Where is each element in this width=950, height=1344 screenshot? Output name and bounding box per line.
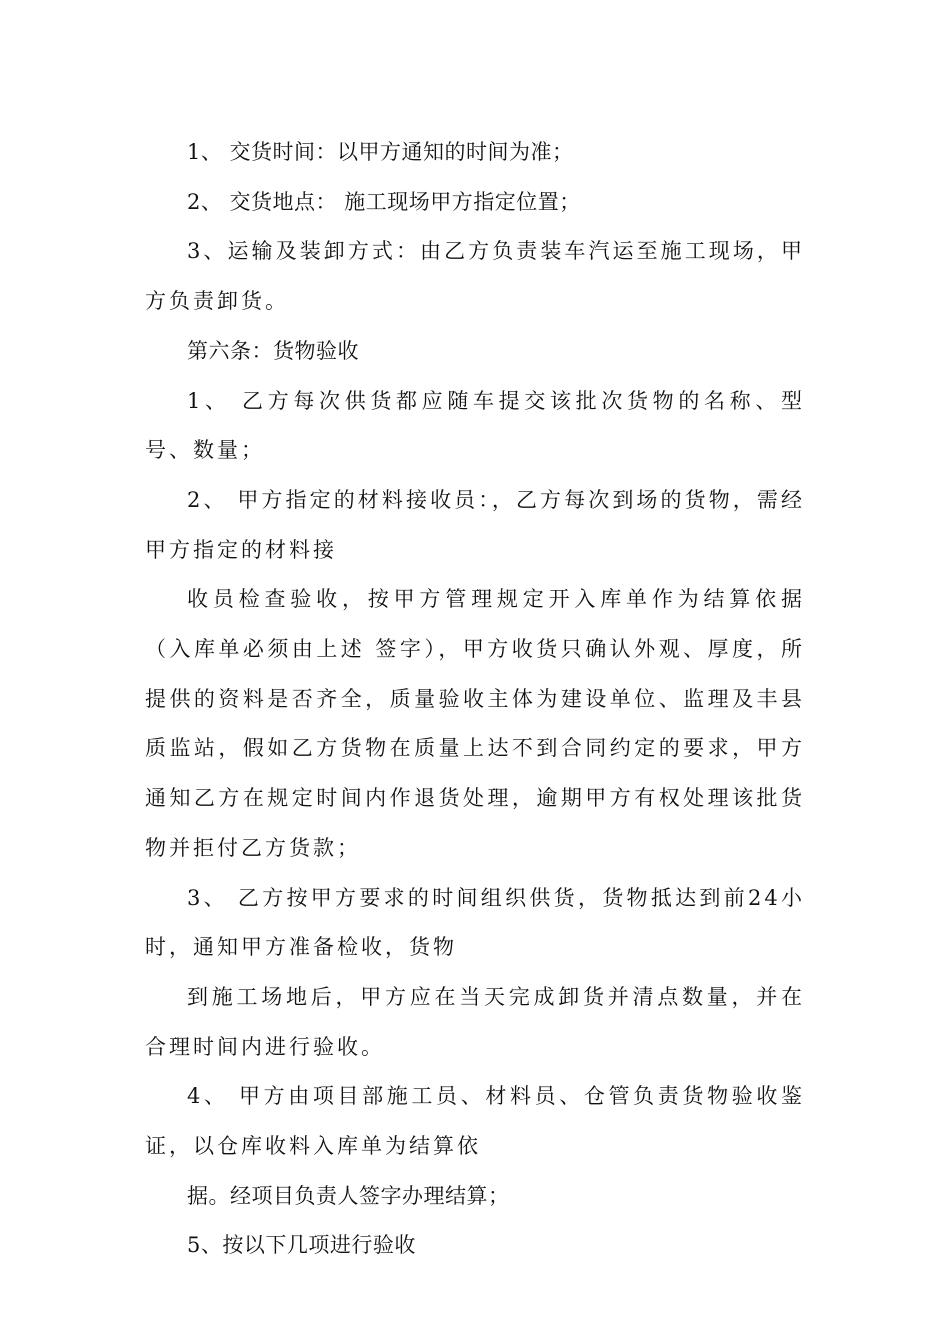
paragraph-transport-method: 3、运输及装卸方式：由乙方负责装车汽运至施工现场，甲方负责卸货。 <box>145 239 805 314</box>
paragraph-acceptance-1: 1、 乙方每次供货都应随车提交该批次货物的名称、型号、数量； <box>145 388 805 463</box>
paragraph-acceptance-4-cont: 据。经项目负责人签字办理结算； <box>187 1183 510 1208</box>
paragraph-acceptance-2: 2、 甲方指定的材料接收员：，乙方每次到场的货物，需经甲方指定的材料接 <box>145 487 805 562</box>
paragraph-acceptance-3: 3、 乙方按甲方要求的时间组织供货，货物抵达到前24小时，通知甲方准备检收，货物 <box>145 885 805 960</box>
section-heading-acceptance: 第六条：货物验收 <box>187 338 359 363</box>
paragraph-acceptance-4: 4、 甲方由项目部施工员、材料员、仓管负责货物验收鉴证，以仓库收料入库单为结算依 <box>145 1084 805 1159</box>
paragraph-acceptance-2-cont: 收员检查验收，按甲方管理规定开入库单作为结算依据（入库单必须由上述 签字），甲方收货只确认外观、厚度，所提供的资料是否齐全，质量验收主体为建设单位、监理及丰县质监站，假如乙方货物在质量上达不到合同约定的要求，甲方通知乙方在规定时间内作退货处理，逾期甲方有权处理该批货物并拒付乙方货款； <box>145 587 805 860</box>
paragraph-acceptance-3-cont: 到施工场地后，甲方应在当天完成卸货并清点数量，并在合理时间内进行验收。 <box>145 984 805 1059</box>
document-body <box>145 128 805 1271</box>
paragraph-delivery-time: 1、 交货时间：以甲方通知的时间为准； <box>187 140 574 164</box>
paragraph-acceptance-5: 5、按以下几项进行验收 <box>187 1233 416 1258</box>
paragraph-delivery-location: 2、 交货地点： 施工现场甲方指定位置； <box>187 189 581 214</box>
